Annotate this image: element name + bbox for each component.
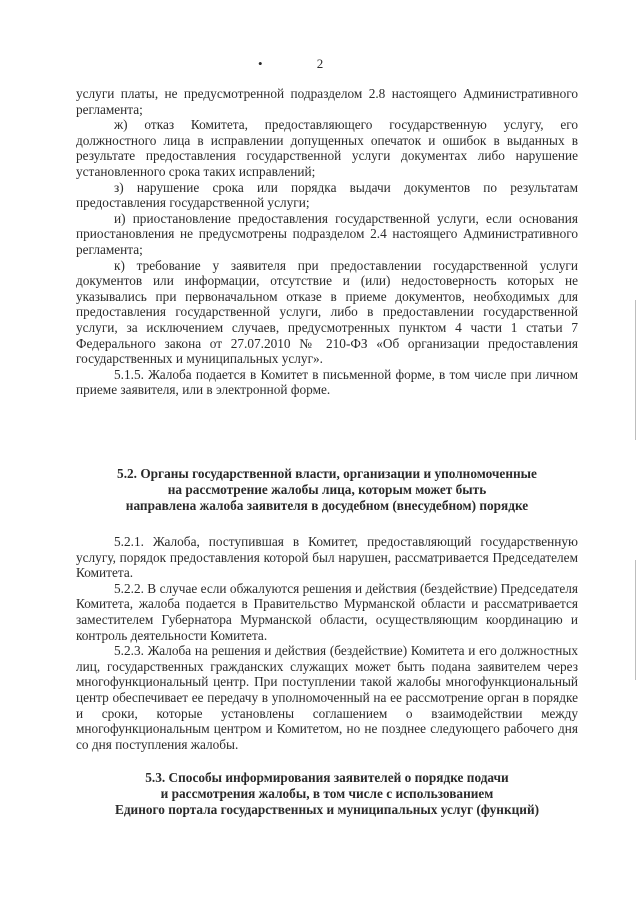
- paragraph: и) приостановление предоставления государственной услуги, если основания приостановления не предусмотрены подразделом 2.4 настоящего Административного регламента;: [76, 210, 578, 257]
- heading-line: и рассмотрения жалобы, в том числе с использованием: [160, 786, 494, 801]
- heading-line: направлена жалоба заявителя в досудебном (внесудебном) порядке: [125, 498, 529, 513]
- paragraph: к) требование у заявителя при предоставлении государственной услуги документов или информации, отсутствие и (или) недостоверность которых не указывались при первоначальном отказе в приеме документов, необходимых для предоставления государственной услуги, либо в предоставлении государственной услуги, за исключением случаев, предусмотренных пунктом 4 части 1 статьи 7 Федерального закона от 27.07.2010 № 210-ФЗ «Об организации предоставления государственных и муниципальных услуг».: [76, 257, 578, 367]
- scan-dot: •: [258, 56, 263, 71]
- paragraph: 5.2.2. В случае если обжалуются решения и действия (бездействие) Председателя Комитета, жалоба подается в Правительство Мурманской области и рассматривается заместителем Губернатора Мурманской области, осуществляющим координацию и контроль деятельности Комитета.: [76, 580, 578, 643]
- paragraph: 5.1.5. Жалоба подается в Комитет в письменной форме, в том числе при личном приеме заявителя, или в электронной форме.: [76, 366, 578, 398]
- paragraph: ж) отказ Комитета, предоставляющего государственную услугу, его должностного лица в исправлении допущенных опечаток и ошибок в выданных в результате предоставления государственной услуги документах либо нарушение установленного срока таких исправлений;: [76, 117, 578, 179]
- scan-edge-mark: [635, 300, 636, 440]
- page-number: 2: [316, 56, 324, 71]
- scan-edge-mark: [635, 560, 636, 680]
- paragraph: 5.2.1. Жалоба, поступившая в Комитет, предоставляющий государственную услугу, порядок предоставления которой был нарушен, рассматривается Председателем Комитета.: [76, 534, 578, 581]
- heading-line: Единого портала государственных и муниципальных услуг (функций): [114, 802, 540, 817]
- paragraph: услуги платы, не предусмотренной подразделом 2.8 настоящего Административного регламента;: [76, 86, 578, 117]
- section-5-2-heading: [76, 466, 578, 514]
- paragraph: 5.2.3. Жалоба на решения и действия (бездействие) Комитета и его должностных лиц, государственных гражданских служащих может быть подана заявителем через многофункциональный центр. При поступлении такой жалобы многофункциональный центр обеспечивает ее передачу в уполномоченный на ее рассмотрение орган в порядке и сроки, которые установлены соглашением о взаимодействии между многофункциональным центром и Комитетом, но не позднее следующего рабочего дня со дня поступления жалобы.: [76, 643, 578, 752]
- heading-line: 5.2. Органы государственной власти, организации и уполномоченные: [117, 466, 537, 481]
- section-5-2-body: [76, 534, 578, 752]
- heading-line: 5.3. Способы информирования заявителей о порядке подачи: [145, 770, 509, 785]
- section-5-3-heading: [76, 770, 578, 818]
- paragraph: з) нарушение срока или порядка выдачи документов по результатам предоставления государственной услуги;: [76, 179, 578, 211]
- section-5-1-continuation: [76, 86, 578, 398]
- heading-line: на рассмотрение жалобы лица, которым может быть: [167, 482, 487, 497]
